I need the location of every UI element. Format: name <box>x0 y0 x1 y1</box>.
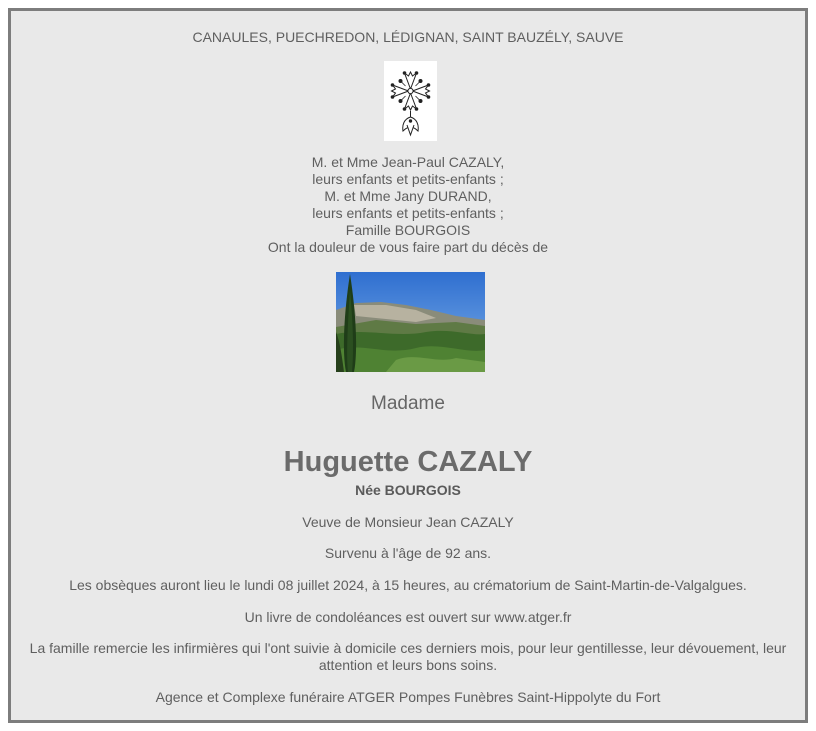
age-line: Survenu à l'âge de 92 ans. <box>324 545 492 561</box>
funeral-line: Les obsèques auront lieu le lundi 08 juillet 2024, à 15 heures, au crématorium de Saint-Martin-de-Valgalgues. <box>69 577 747 593</box>
huguenot-cross-icon <box>384 61 437 141</box>
agency-line: Agence et Complexe funéraire ATGER Pompes Funèbres Saint-Hippolyte du Fort <box>155 689 661 705</box>
family-announcement <box>11 154 805 256</box>
family-line: Famille BOURGOIS <box>345 222 471 238</box>
family-line: M. et Mme Jany DURAND, <box>324 188 492 204</box>
thanks-paragraph: La famille remercie les infirmières qui l'ont suivie à domicile ces derniers mois, pour leur gentillesse, leur dévouement, leur attention et leurs bons soins. <box>29 640 787 673</box>
civility: Madame <box>371 393 445 414</box>
places-header: CANAULES, PUECHREDON, LÉDIGNAN, SAINT BAUZÉLY, SAUVE <box>192 29 624 45</box>
family-line: leurs enfants et petits-enfants ; <box>312 171 504 187</box>
maiden-name: Née BOURGOIS <box>355 482 461 498</box>
family-line: Ont la douleur de vous faire part du décès de <box>267 239 549 255</box>
obituary-notice <box>8 8 808 723</box>
deceased-name: Huguette CAZALY <box>283 446 533 478</box>
family-line: M. et Mme Jean-Paul CAZALY, <box>311 154 505 170</box>
family-line: leurs enfants et petits-enfants ; <box>312 205 504 221</box>
widow-line: Veuve de Monsieur Jean CAZALY <box>302 514 514 530</box>
landscape-photo <box>336 272 485 372</box>
condolences-line: Un livre de condoléances est ouvert sur www.atger.fr <box>244 609 572 625</box>
